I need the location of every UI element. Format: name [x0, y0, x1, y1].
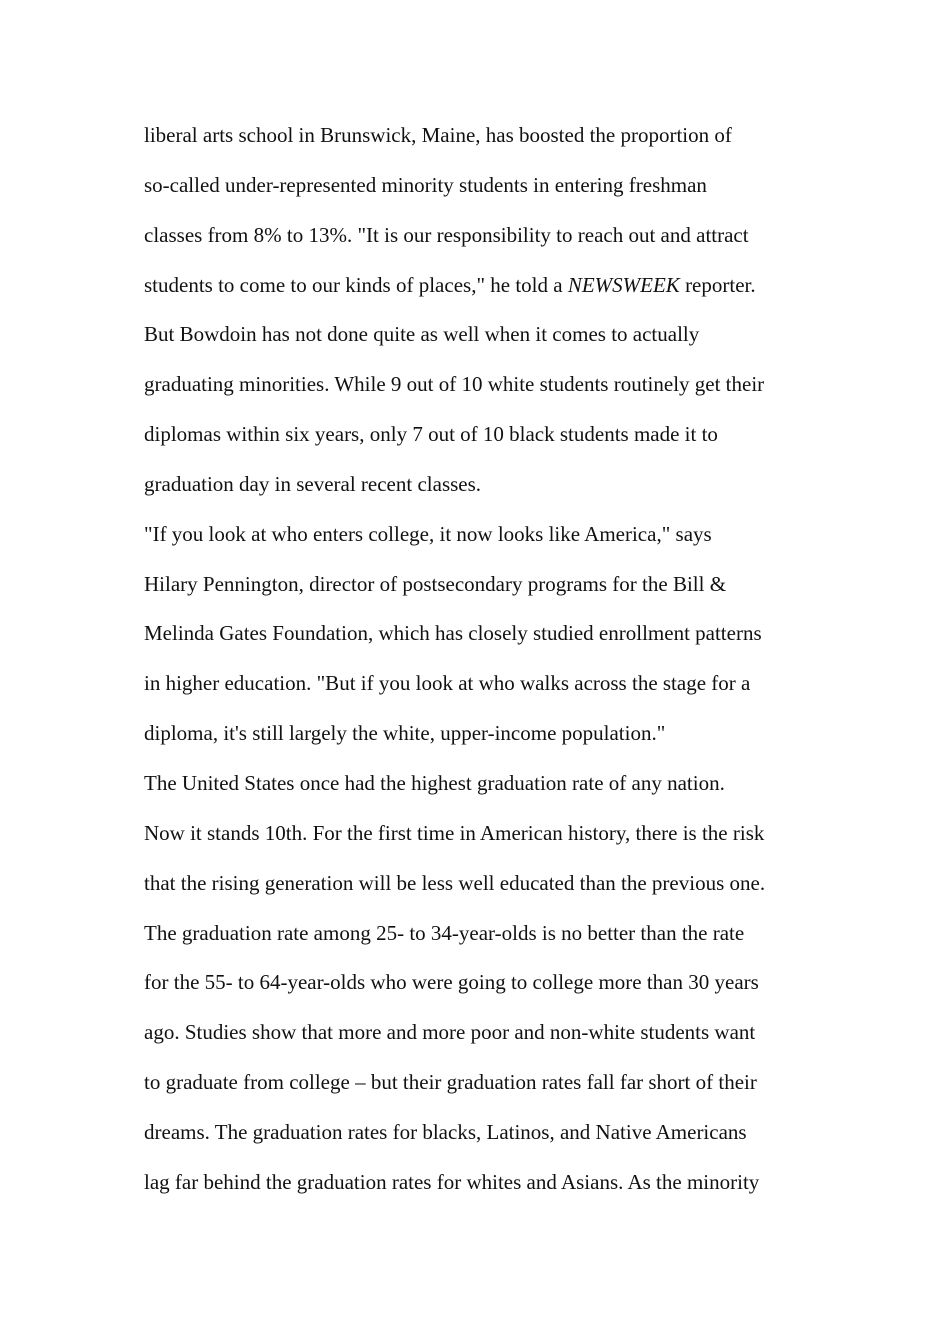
text-line-13: diploma, it's still largely the white, upper-income population."	[144, 721, 666, 746]
text-line-16: that the rising generation will be less well educated than the previous one.	[144, 870, 766, 895]
text-line-6: graduating minorities. While 9 out of 10 white students routinely get their	[144, 372, 765, 397]
text-line-17: The graduation rate among 25- to 34-year-olds is no better than the rate	[144, 920, 745, 945]
text-line-4-end: reporter.	[679, 272, 756, 297]
text-line-7: diplomas within six years, only 7 out of 10 black students made it to	[144, 422, 718, 447]
text-line-18: for the 55- to 64-year-olds who were going to college more than 30 years	[144, 970, 759, 995]
text-line-2: so-called under-represented minority students in entering freshman	[144, 172, 707, 197]
text-line-10: Hilary Pennington, director of postsecondary programs for the Bill &	[144, 571, 727, 596]
text-line-4-start: students to come to our kinds of places," he told a	[144, 272, 568, 297]
text-line-12: in higher education. "But if you look at who walks across the stage for a	[144, 671, 751, 696]
text-line-11: Melinda Gates Foundation, which has closely studied enrollment patterns	[144, 621, 762, 646]
text-line-22: lag far behind the graduation rates for whites and Asians. As the minority	[144, 1169, 760, 1194]
text-line-14: The United States once had the highest graduation rate of any nation.	[144, 770, 725, 795]
text-line-15: Now it stands 10th. For the first time in American history, there is the risk	[144, 820, 765, 845]
text-line-1: liberal arts school in Brunswick, Maine, has boosted the proportion of	[144, 123, 732, 147]
text-line-9: "If you look at who enters college, it now looks like America," says	[144, 521, 712, 546]
body-text	[144, 111, 844, 1208]
text-line-20: to graduate from college – but their graduation rates fall far short of their	[144, 1070, 757, 1095]
text-line-21: dreams. The graduation rates for blacks, Latinos, and Native Americans	[144, 1119, 747, 1144]
text-line-8: graduation day in several recent classes.	[144, 471, 482, 496]
text-line-4	[144, 261, 844, 311]
text-line-19: ago. Studies show that more and more poor and non-white students want	[144, 1020, 756, 1045]
text-line-5: But Bowdoin has not done quite as well when it comes to actually	[144, 322, 700, 347]
text-line-3: classes from 8% to 13%. "It is our responsibility to reach out and attract	[144, 222, 749, 247]
publication-name: NEWSWEEK	[567, 272, 680, 297]
